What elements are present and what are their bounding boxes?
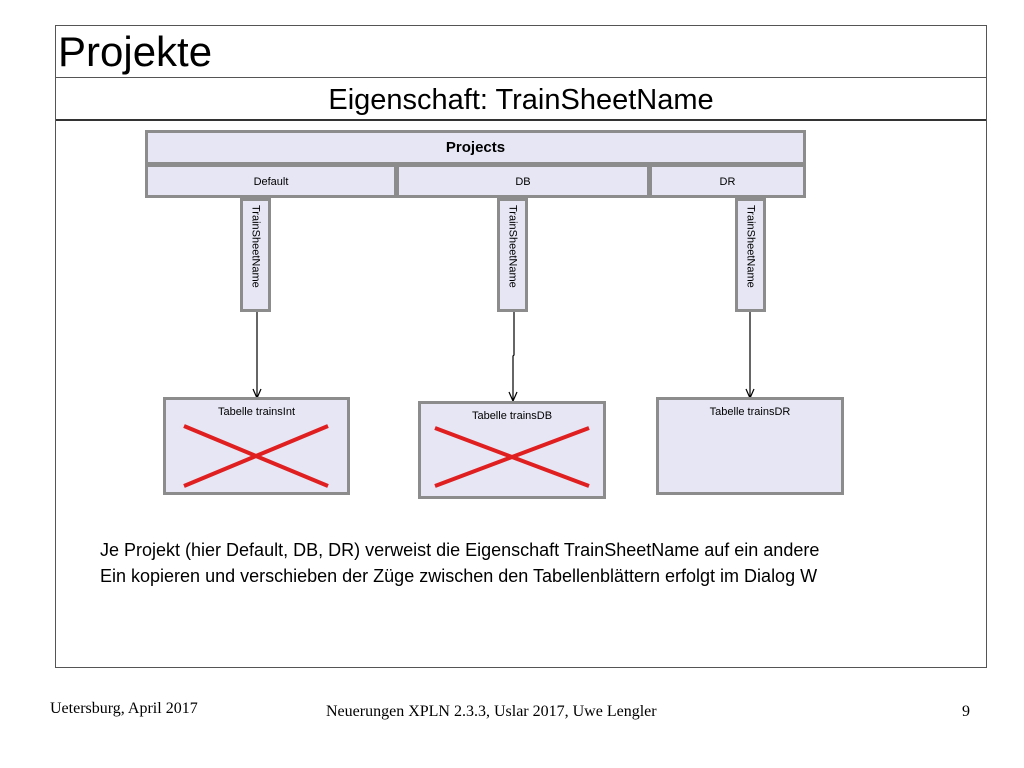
body-line-1: Je Projekt (hier Default, DB, DR) verweist die Eigenschaft TrainSheetName auf ein andere	[100, 540, 820, 560]
table-label-trainsdb: Tabelle trainsDB	[471, 410, 553, 422]
body-text	[100, 537, 1024, 589]
property-label-default: TrainSheetName	[249, 205, 262, 288]
cross-out-mark-trainsdb	[421, 404, 603, 496]
slide-subtitle: Eigenschaft: TrainSheetName	[328, 84, 714, 116]
project-db-box: DB	[396, 164, 650, 198]
property-label-dr: TrainSheetName	[744, 205, 757, 288]
table-box-trainsint	[163, 397, 350, 495]
body-line-2: Ein kopieren und verschieben der Züge zwischen den Tabellenblättern erfolgt im Dialog W	[100, 566, 818, 586]
projects-root-box: Projects	[145, 130, 806, 165]
table-label-trainsdr: Tabelle trainsDR	[709, 406, 791, 418]
project-default-box: Default	[145, 164, 397, 198]
arrow-db	[513, 312, 514, 401]
footer-page-number: 9	[962, 703, 970, 720]
footer-presentation-title: Neuerungen XPLN 2.3.3, Uslar 2017, Uwe Lengler	[326, 703, 657, 720]
slide-title: Projekte	[58, 28, 213, 75]
cross-out-mark-trainsint	[166, 400, 347, 492]
property-label-db: TrainSheetName	[506, 205, 519, 288]
project-dr-box: DR	[649, 164, 806, 198]
footer-location-date: Uetersburg, April 2017	[50, 700, 198, 717]
table-label-trainsint: Tabelle trainsInt	[217, 406, 296, 418]
table-box-trainsdr	[656, 397, 844, 495]
table-box-trainsdb	[418, 401, 606, 499]
